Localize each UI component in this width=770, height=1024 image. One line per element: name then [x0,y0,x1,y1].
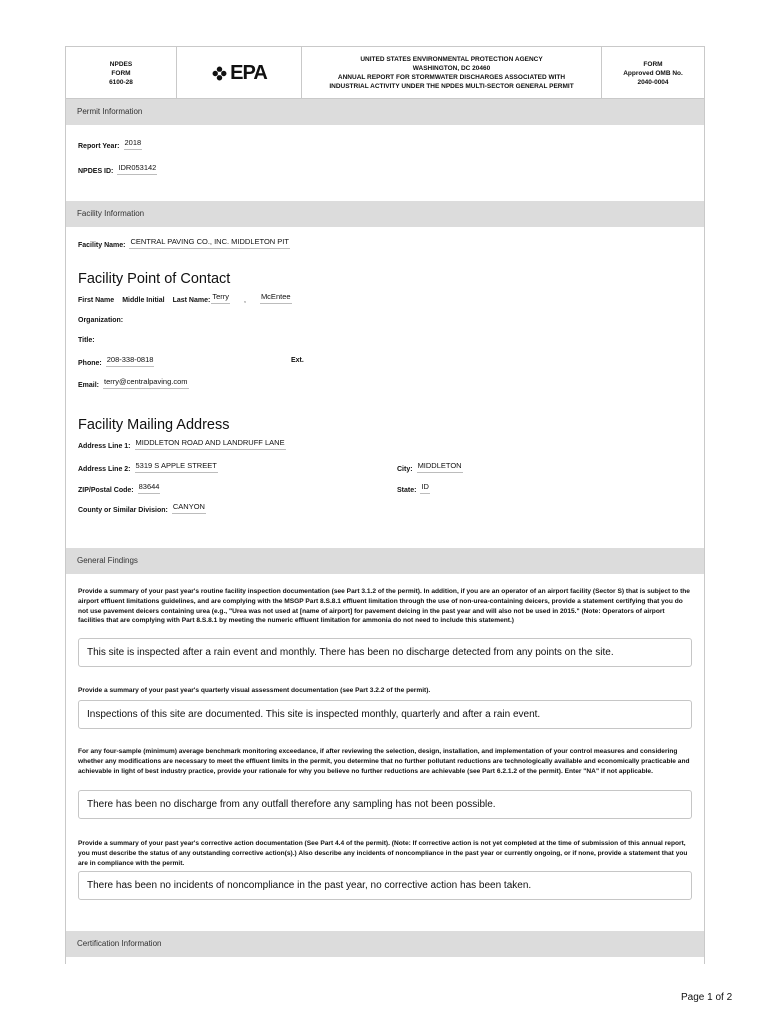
form-id-line: NPDES [109,60,133,68]
epa-flower-icon [211,65,228,82]
certification-info-band: Certification Information [66,931,704,957]
visual-assessment-answer[interactable]: Inspections of this site are documented. This site is inspected monthly, quarterly and after a rain event. [78,700,692,729]
county-label: County or Similar Division: [78,507,168,514]
address-line2-row [78,461,218,473]
address-line1-label: Address Line 1: [78,443,131,450]
address-line2-value: 5319 S APPLE STREET [135,461,218,473]
omb-line: FORM [643,60,663,68]
facility-name-value: CENTRAL PAVING CO., INC. MIDDLETON PIT [129,237,290,249]
corrective-action-answer[interactable]: There has been no incidents of noncompliance in the past year, no corrective action has been taken. [78,871,692,900]
first-name-label: First Name [78,297,115,304]
phone-row [78,355,154,367]
benchmark-exceedance-question: For any four-sample (minimum) average benchmark monitoring exceedance, if after reviewing the selection, design, installation, and implementation of your control measures and considering whether any modifications are necessary to meet the effluent limits in the permit, you determine that no further pollutant reductions are technologically available and economically practicable and achievable in light of best industry practice, provide your rationale for why you believe no further reductions are achievable (see Part 6.2.1.2 of the permit). Enter "NA" if not applicable. [78,748,690,775]
middle-initial-value: , [243,297,246,304]
zip-label: ZIP/Postal Code: [78,487,134,494]
mailing-address-title: Facility Mailing Address [78,417,230,433]
report-year-value: 2018 [124,138,143,150]
state-value: ID [420,482,430,494]
phone-value: 208-338-0818 [106,355,155,367]
agency-title-line: INDUSTRIAL ACTIVITY UNDER THE NPDES MULTI-SECTOR GENERAL PERMIT [329,83,574,90]
agency-title-line: ANNUAL REPORT FOR STORMWATER DISCHARGES ASSOCIATED WITH [337,74,566,81]
agency-title-line: UNITED STATES ENVIRONMENTAL PROTECTION AGENCY [360,56,543,63]
inspection-summary-answer[interactable]: This site is inspected after a rain event and monthly. There has been no discharge detected from any points on the site. [78,638,692,667]
epa-logo-text: EPA [230,61,267,84]
address-line1-row [78,438,286,450]
form-id-cell [66,47,176,99]
city-value: MIDDLETON [417,461,463,473]
state-label: State: [397,487,417,494]
ext-row [291,357,304,364]
zip-row [78,482,160,494]
omb-cell [601,47,704,99]
facility-info-band: Facility Information [66,201,704,227]
middle-initial-label: Middle Initial [122,297,165,304]
last-name-label: Last Name: [172,297,211,304]
visual-assessment-question: Provide a summary of your past year's quarterly visual assessment documentation (see Part 3.2.2 of the permit). [78,687,431,694]
contact-name-row [78,292,292,304]
agency-title-cell [301,47,601,99]
omb-line: Approved OMB No. [623,69,683,77]
general-findings-band: General Findings [66,548,704,574]
corrective-action-question: Provide a summary of your past year's corrective action documentation (See Part 4.4 of the permit). (Note: If corrective action is not yet completed at the time of submission of this annual report, you must describe the status of any outstanding corrective action(s).) Also describe any incidents of noncompliance in the past year or currently ongoing, or if none, provide a statement that you are in compliance with the permit. [78,840,688,867]
page-number: Page 1 of 2 [681,992,733,1003]
facility-name-label: Facility Name: [78,242,126,249]
ext-label: Ext. [291,357,304,364]
county-row [78,502,206,514]
facility-name-row [78,237,290,249]
city-row [397,461,463,473]
npdes-id-row [78,163,157,175]
state-row [397,482,430,494]
form-id-line: 6100-28 [109,78,133,86]
permit-info-band: Permit Information [66,99,704,125]
npdes-id-label: NPDES ID: [78,168,114,175]
npdes-id-value: IDR053142 [117,163,157,175]
form-id-line: FORM [111,69,131,77]
email-label: Email: [78,382,100,389]
county-value: CANYON [172,502,206,514]
benchmark-exceedance-answer[interactable]: There has been no discharge from any outfall therefore any sampling has not been possible. [78,790,692,819]
agency-title-line: WASHINGTON, DC 20460 [412,65,491,72]
phone-label: Phone: [78,360,102,367]
report-form [65,46,705,964]
form-header [66,47,704,99]
address-line1-value: MIDDLETON ROAD AND LANDRUFF LANE [135,438,286,450]
last-name-value: McEntee [260,292,292,304]
epa-logo [211,61,267,84]
email-row [78,377,189,389]
report-year-row [78,138,142,150]
organization-label: Organization: [78,317,124,324]
organization-row [78,317,123,324]
title-label: Title: [78,337,95,344]
epa-logo-cell [176,47,301,99]
first-name-value: Terry [211,292,230,304]
inspection-summary-question: Provide a summary of your past year's routine facility inspection documentation (see Part 3.1.2 of the permit). In addition, if you are an operator of an airport facility (Sector S) that is subject to the airport effluent limitations guidelines, and are complying with the MSGP Part 8.S.8.1 effluent limitation through the use of non-urea-containing deicers, provide a statement certifying that you do not use pavement deicers containing urea (e.g., "Urea was not used at [name of airport] for pavement deicing in the past year and will also not be used in 2015." (Note: Operators of airport facilities that are complying with Part 8.S.8.1 by meeting the numeric effluent limitation for ammonia do not need to include this statement.) [78,588,690,625]
email-value: terry@centralpaving.com [103,377,188,389]
point-of-contact-title: Facility Point of Contact [78,271,231,287]
title-row [78,337,95,344]
omb-line: 2040-0004 [637,78,669,86]
zip-value: 83644 [138,482,161,494]
address-line2-label: Address Line 2: [78,466,131,473]
city-label: City: [397,466,413,473]
report-year-label: Report Year: [78,143,120,150]
